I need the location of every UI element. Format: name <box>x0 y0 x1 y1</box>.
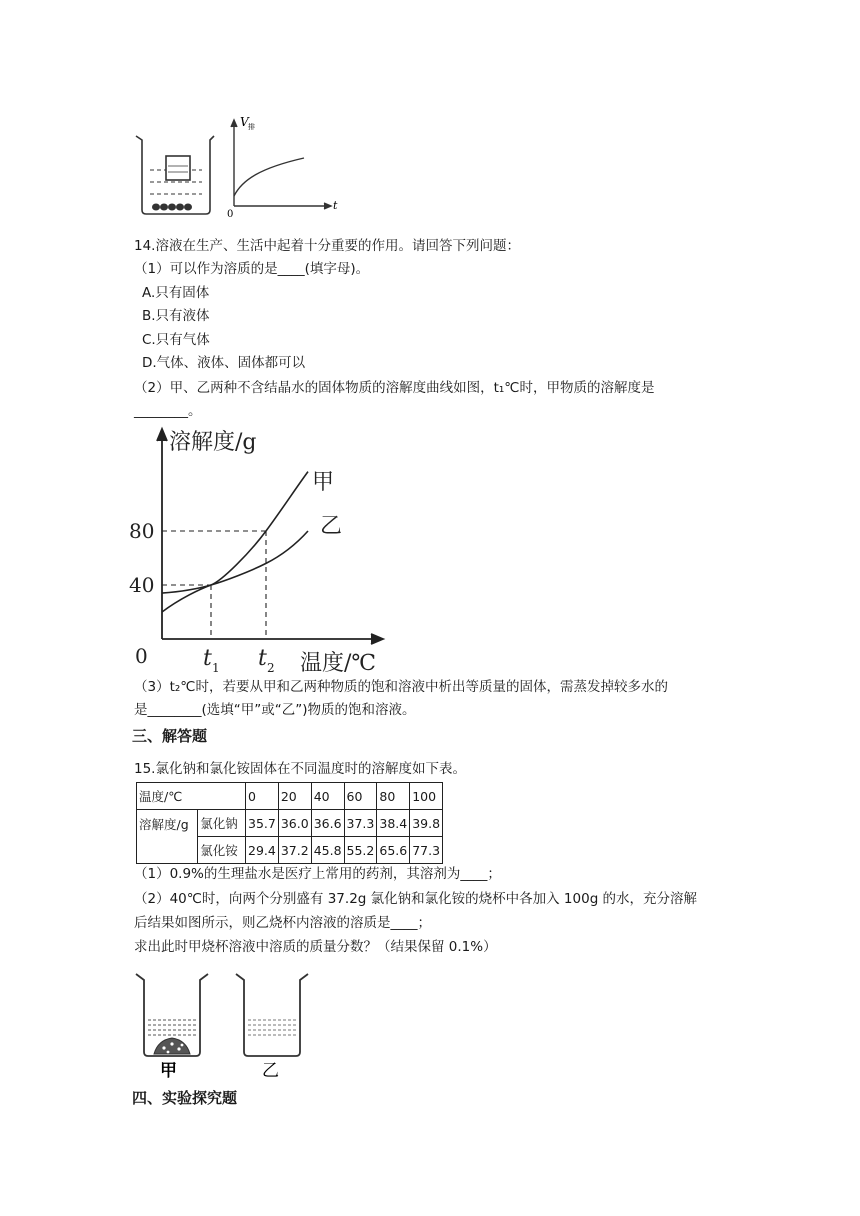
q14-option-d: D.气体、液体、固体都可以 <box>142 355 306 371</box>
table-row <box>137 810 443 837</box>
q14-stem: 14.溶液在生产、生活中起着十分重要的作用。请回答下列问题： <box>134 238 520 254</box>
q14-option-c: C.只有气体 <box>142 332 210 348</box>
top-figure <box>130 110 338 220</box>
q15-part3: 求出此时甲烧杯溶液中溶质的质量分数？（结果保留 0.1%） <box>134 939 497 955</box>
table-cell: 37.3 <box>344 810 377 837</box>
x-axis-label: 温度/℃ <box>300 651 377 676</box>
vt-y-label: V <box>240 115 249 129</box>
table-cell: 55.2 <box>344 837 377 864</box>
section-3-title: 三、解答题 <box>132 727 208 745</box>
beaker-yi-label: 乙 <box>262 1061 279 1081</box>
table-header-label: 温度/℃ <box>137 783 246 810</box>
beaker-jia-icon <box>136 974 208 1056</box>
q14-part3-line2: 是________(选填“甲”或“乙”)物质的饱和溶液。 <box>134 702 416 718</box>
x-tick-subscript-2: 2 <box>267 661 275 675</box>
table-row-name: 氯化铵 <box>198 837 246 864</box>
table-cell: 80 <box>377 783 410 810</box>
beakers-figure <box>132 968 332 1088</box>
series-jia-label: 甲 <box>312 470 335 495</box>
table-cell: 20 <box>278 783 311 810</box>
x-tick-subscript-1: 1 <box>212 661 220 675</box>
x-tick-label-1: t <box>203 646 212 671</box>
vt-x-label: t <box>333 199 338 212</box>
table-group-label: 溶解度/g <box>137 810 198 864</box>
q14-part2-line1: （2）甲、乙两种不含结晶水的固体物质的溶解度曲线如图，t₁℃时，甲物质的溶解度是 <box>134 380 655 396</box>
table-cell: 45.8 <box>311 837 344 864</box>
series-yi-line <box>162 531 308 593</box>
table-cell: 35.7 <box>246 810 279 837</box>
q14-part2-line2: ________。 <box>134 403 202 419</box>
table-cell: 36.6 <box>311 810 344 837</box>
table-cell: 29.4 <box>246 837 279 864</box>
table-cell: 40 <box>311 783 344 810</box>
beaker-with-block-icon <box>136 136 214 214</box>
solubility-chart <box>125 425 385 675</box>
table-cell: 39.8 <box>410 810 443 837</box>
q14-part3-line1: （3）t₂℃时，若要从甲和乙两种物质的饱和溶液中析出等质量的固体，需蒸发掉较多水的 <box>134 679 668 695</box>
vt-graph <box>231 120 331 209</box>
y-tick-label-80: 80 <box>129 519 155 543</box>
section-4-title: 四、实验探究题 <box>132 1089 238 1107</box>
y-axis-label: 溶解度/g <box>169 430 257 455</box>
table-cell: 65.6 <box>377 837 410 864</box>
table-cell: 100 <box>410 783 443 810</box>
series-yi-label: 乙 <box>320 514 343 539</box>
table-cell: 0 <box>246 783 279 810</box>
table-cell: 37.2 <box>278 837 311 864</box>
table-cell: 38.4 <box>377 810 410 837</box>
table-row-name: 氯化钠 <box>198 810 246 837</box>
beaker-yi-icon <box>236 974 308 1056</box>
q14-part1: （1）可以作为溶质的是____(填字母)。 <box>134 261 370 277</box>
q14-option-b: B.只有液体 <box>142 308 210 324</box>
x-tick-label-2: t <box>258 646 267 671</box>
table-cell: 36.0 <box>278 810 311 837</box>
vt-y-subscript: 排 <box>248 123 255 131</box>
vt-origin-label: 0 <box>227 209 234 220</box>
y-tick-label-40: 40 <box>129 573 155 597</box>
beaker-jia-label: 甲 <box>160 1061 177 1081</box>
table-cell: 60 <box>344 783 377 810</box>
origin-label: 0 <box>135 644 148 668</box>
q14-option-a: A.只有固体 <box>142 285 210 301</box>
q15-part2-line1: （2）40℃时，向两个分别盛有 37.2g 氯化钠和氯化铵的烧杯中各加入 100g 的水，充分溶解 <box>134 891 698 907</box>
q15-part1: （1）0.9%的生理盐水是医疗上常用的药剂，其溶剂为____； <box>134 866 501 882</box>
table-row <box>137 783 443 810</box>
q15-stem: 15.氯化钠和氯化铵固体在不同温度时的溶解度如下表。 <box>134 761 466 777</box>
q15-part2-line2: 后结果如图所示，则乙烧杯内溶液的溶质是____； <box>134 915 431 931</box>
table-cell: 77.3 <box>410 837 443 864</box>
solubility-table <box>136 782 443 864</box>
